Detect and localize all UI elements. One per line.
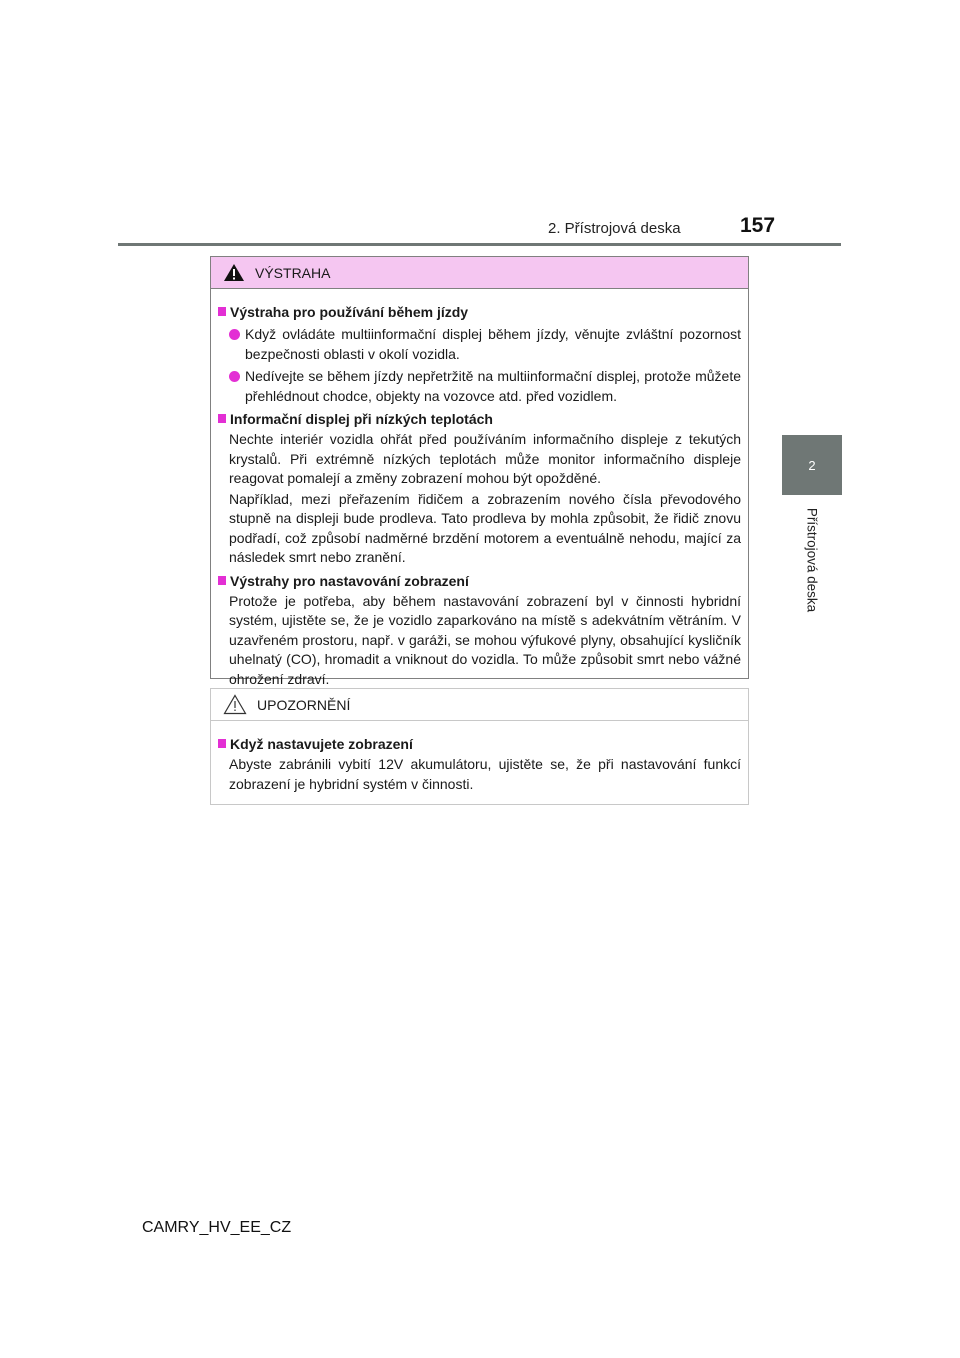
warning-item-heading xyxy=(218,571,741,591)
heading-text: Informační displej při nízkých teplotách xyxy=(230,411,493,427)
warning-body xyxy=(211,289,748,689)
chapter-label: Přístrojová deska xyxy=(804,507,820,613)
caution-title: UPOZORNĚNÍ xyxy=(257,696,351,713)
square-bullet-icon xyxy=(218,739,226,748)
warning-item-heading xyxy=(218,302,741,322)
bullet-text: Nedívejte se během jízdy nepřetržitě na multiinformační displej, protože můžete přehlédnout chodce, objekty na vozovce atd. před vozidlem. xyxy=(245,368,741,404)
caution-triangle-icon xyxy=(223,694,247,715)
bullet-item xyxy=(218,367,741,406)
bullet-text: Když ovládáte multiinformační displej během jízdy, věnujte zvláštní pozornost bezpečnosti oblasti v okolí vozidla. xyxy=(245,326,741,362)
page-number: 157 xyxy=(740,214,776,237)
paragraph: Abyste zabránili vybití 12V akumulátoru, ujistěte se, že při nastavování funkcí zobrazení je hybridní systém v činnosti. xyxy=(229,756,741,792)
circle-bullet-icon xyxy=(229,371,240,382)
warning-triangle-icon xyxy=(223,263,245,282)
heading-text: Výstraha pro používání během jízdy xyxy=(230,304,469,320)
caution-body xyxy=(211,721,748,794)
chapter-tab xyxy=(782,435,842,495)
square-bullet-icon xyxy=(218,414,226,423)
paragraph: Protože je potřeba, aby během nastavování zobrazení byl v činnosti hybridní systém, ujistěte se, že je vozidlo zaparkováno na místě s adekvátním větráním. V uzavřeném prostoru, např. v garáži, se mohou výfukové plyny, obsahující kysličník uhelnatý (CO), hromadit a vniknout do vozidla. To může způsobit smrt nebo vážné ohrožení zdraví. xyxy=(229,592,741,687)
warning-box xyxy=(210,256,749,687)
warning-header xyxy=(211,257,748,289)
heading-text: Výstrahy pro nastavování zobrazení xyxy=(230,572,469,589)
caution-header xyxy=(211,689,748,721)
heading-text: Když nastavujete zobrazení xyxy=(230,736,413,752)
caution-box xyxy=(210,688,749,805)
circle-bullet-icon xyxy=(229,329,240,340)
document-code: CAMRY_HV_EE_CZ xyxy=(142,1219,292,1236)
caution-item-heading xyxy=(218,734,741,754)
chapter-number: 2 xyxy=(808,457,816,473)
section-title: 2. Přístrojová deska xyxy=(548,220,681,237)
warning-item-heading xyxy=(218,409,741,429)
paragraph: Například, mezi přeřazením řidičem a zobrazením nového čísla převodového stupně na displeji bude prodleva. Tato prodleva by mohla způsobit, že řidič znovu podřadí, což způsobí nadměrné brzdění motorem a eventuálně nehodu, mající za následek smrt nebo zranění. xyxy=(229,490,741,565)
paragraph: Nechte interiér vozidla ohřát před používáním informačního displeje z tekutých krystalů. Při extrémně nízkých teplotách může monitor informačního displeje reagovat pomalejí a změny zobrazení mohou být opožděné. xyxy=(229,431,741,486)
header-divider xyxy=(118,243,841,246)
bullet-item xyxy=(218,325,741,364)
square-bullet-icon xyxy=(218,576,226,585)
square-bullet-icon xyxy=(218,307,226,316)
warning-title: VÝSTRAHA xyxy=(255,264,331,281)
